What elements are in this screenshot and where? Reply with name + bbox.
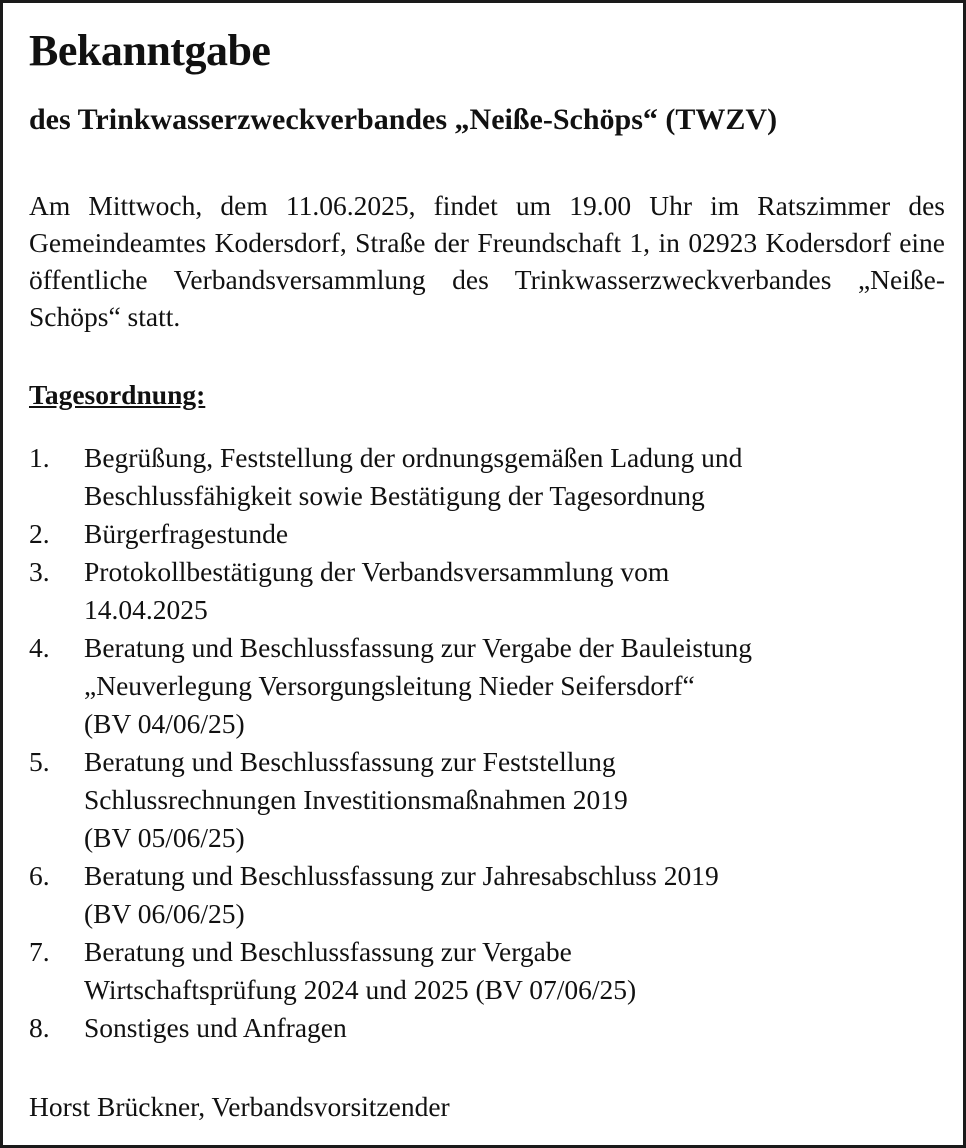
agenda-item-line: Beschlussfähigkeit sowie Bestätigung der Tagesordnung: [84, 480, 705, 511]
agenda-list: [29, 439, 945, 1047]
agenda-item-text: [84, 629, 945, 743]
agenda-item-line: (BV 04/06/25): [84, 708, 245, 739]
agenda-item: [29, 933, 945, 1009]
agenda-item: [29, 629, 945, 743]
notice-title: Bekanntgabe: [29, 26, 271, 75]
agenda-item-text: [84, 857, 945, 933]
agenda-item-line: Protokollbestätigung der Verbandsversammlung vom: [84, 556, 670, 587]
agenda-item-number: 2.: [29, 518, 50, 549]
agenda-item: [29, 1009, 945, 1047]
agenda-item: [29, 553, 945, 629]
agenda-item: [29, 857, 945, 933]
agenda-item-text: [84, 933, 945, 1009]
agenda-item-number: 7.: [29, 936, 50, 967]
agenda-item-line: Schlussrechnungen Investitionsmaßnahmen 2019: [84, 784, 628, 815]
agenda-item-line: Beratung und Beschlussfassung zur Feststellung: [84, 746, 616, 777]
agenda-item-line: Wirtschaftsprüfung 2024 und 2025 (BV 07/06/25): [84, 974, 637, 1005]
agenda-item-text: [84, 1009, 945, 1047]
agenda-item-line: (BV 06/06/25): [84, 898, 245, 929]
agenda-item-line: Bürgerfragestunde: [84, 518, 289, 549]
agenda-item: [29, 515, 945, 553]
agenda-item-line: 14.04.2025: [84, 594, 208, 625]
agenda-item-line: Beratung und Beschlussfassung zur Vergabe: [84, 936, 572, 967]
notice-subtitle: des Trinkwasserzweckverbandes „Neiße-Schöps“ (TWZV): [29, 103, 778, 136]
agenda-item-line: „Neuverlegung Versorgungsleitung Nieder Seifersdorf“: [84, 670, 695, 701]
agenda-item-text: [84, 553, 945, 629]
notice-intro: Am Mittwoch, dem 11.06.2025, findet um 19.00 Uhr im Ratszimmer des Gemeindeamtes Kodersdorf, Straße der Freundschaft 1, in 02923 Kodersdorf eine öffentliche Verbandsversammlung des Trinkwasserzweckverbandes „Neiße-Schöps“ statt.: [29, 190, 945, 332]
agenda-item-number: 3.: [29, 556, 50, 587]
agenda-item-line: Sonstiges und Anfragen: [84, 1012, 347, 1043]
agenda-item-number: 4.: [29, 632, 50, 663]
agenda-item-text: [84, 743, 945, 857]
agenda-item-number: 5.: [29, 746, 50, 777]
agenda-item-number: 8.: [29, 1012, 50, 1043]
agenda-item-number: 1.: [29, 442, 50, 473]
signature: Horst Brückner, Verbandsvorsitzender: [29, 1091, 450, 1122]
agenda-item-text: [84, 439, 945, 515]
agenda-item: [29, 743, 945, 857]
agenda-item-line: Begrüßung, Feststellung der ordnungsgemäßen Ladung und: [84, 442, 743, 473]
agenda-item: [29, 439, 945, 515]
agenda-item-line: Beratung und Beschlussfassung zur Jahresabschluss 2019: [84, 860, 719, 891]
agenda-item-line: Beratung und Beschlussfassung zur Vergabe der Bauleistung: [84, 632, 753, 663]
agenda-heading: Tagesordnung:: [29, 379, 206, 410]
agenda-item-line: (BV 05/06/25): [84, 822, 245, 853]
agenda-item-text: [84, 515, 945, 553]
agenda-item-number: 6.: [29, 860, 50, 891]
